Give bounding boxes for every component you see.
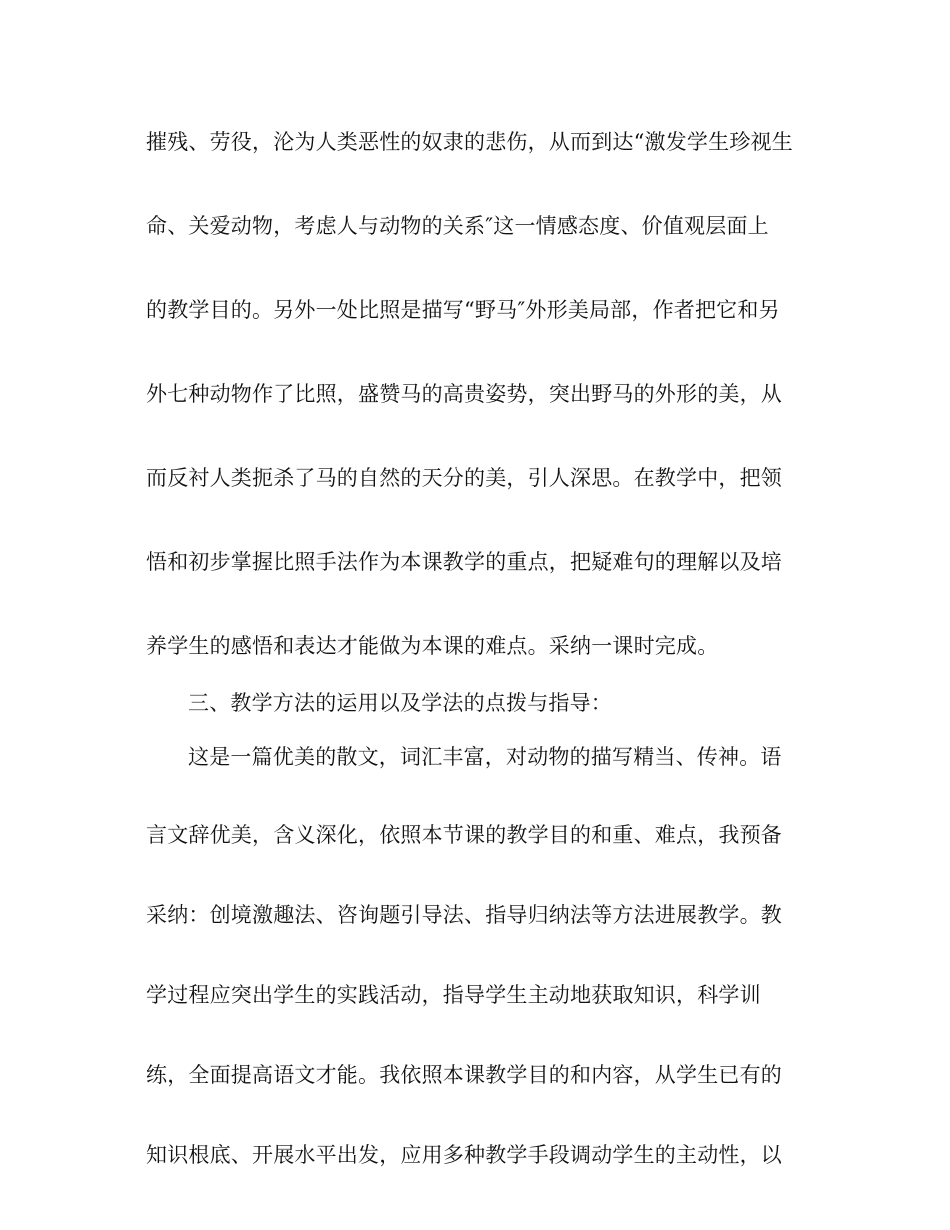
text-line: 的教学目的。另外一处比照是描写“野马″外形美局部，作者把它和另: [146, 298, 780, 322]
text-line: 摧残、劳役，沦为人类恶性的奴隶的悲伤，从而到达“激发学生珍视生: [146, 130, 793, 154]
text-line: 知识根底、开展水平出发，应用多种教学手段调动学生的主动性，以: [146, 1143, 782, 1167]
text-line: 学过程应突出学生的实践活动，指导学生主动地获取知识，科学训: [146, 983, 761, 1007]
text-line: 命、关爱动物，考虑人与动物的关系″这一情感态度、价值观层面上: [146, 214, 769, 238]
text-line: 这是一篇优美的散文，词汇丰富，对动物的描写精当、传神。语: [188, 745, 782, 769]
text-line: 而反衬人类扼杀了马的自然的天分的美，引人深思。在教学中，把领: [146, 466, 782, 490]
text-line: 言文辞优美，含义深化，依照本节课的教学目的和重、难点，我预备: [146, 823, 782, 847]
text-line: 悟和初步掌握比照手法作为本课教学的重点，把疑难句的理解以及培: [146, 550, 782, 574]
section-heading: 三、教学方法的运用以及学法的点拨与指导：: [188, 691, 612, 715]
text-line: 练，全面提高语文才能。我依照本课教学目的和内容，从学生已有的: [146, 1063, 782, 1087]
text-line: 养学生的感悟和表达才能做为本课的难点。采纳一课时完成。: [146, 634, 719, 658]
text-line: 外七种动物作了比照，盛赞马的高贵姿势，突出野马的外形的美，从: [146, 382, 782, 406]
text-line: 采纳：创境激趣法、咨询题引导法、指导归纳法等方法进展教学。教: [146, 903, 782, 927]
